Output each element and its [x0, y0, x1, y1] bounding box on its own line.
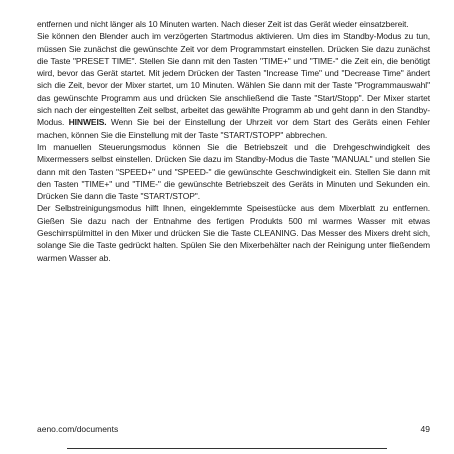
- page-footer: [37, 424, 430, 434]
- paragraph-delayed-start: [37, 30, 430, 141]
- paragraph-delayed-start-note: Wenn Sie bei der Einstellung der Uhrzeit vor dem Start des Geräts einen Fehler machen, können Sie die Einstellung mit der Taste "START/STOPP" abbrechen.: [37, 117, 430, 140]
- footer-divider: [67, 448, 387, 449]
- paragraph-intro: entfernen und nicht länger als 10 Minuten warten. Nach dieser Zeit ist das Gerät wieder einsatzbereit.: [37, 19, 409, 29]
- paragraph-self-cleaning: Der Selbstreinigungsmodus hilft Ihnen, eingeklemmte Speisestücke aus dem Mixerblatt zu entfernen. Gießen Sie dazu nach der Entnahme des fertigen Produkts 500 ml warmes Wasser mit etwas Geschirrspülmittel in den Mixer und drücken Sie die Taste CLEANING. Das Messer des Mixers dreht sich, solange Sie die Taste gedrückt halten. Spülen Sie den Mixerbehälter nach der Reinigung unter fließendem warmen Wasser ab.: [37, 203, 430, 263]
- body-text: [37, 18, 430, 264]
- paragraph-delayed-start-text: Sie können den Blender auch im verzögerten Startmodus aktivieren. Um dies im Standby-Modus zu tun, müssen Sie zunächst die gewünschte Zeit vor dem Programmstart einstellen. Drücken Sie dazu zunächst die Taste "PRESET TIME". Stellen Sie dann mit den Tasten "TIME+" und "TIME-" die Zeit ein, die benötigt wird, bevor das Gerät startet. Mit jedem Drücken der Tasten "Increase Time" und "Decrease Time" ändert sich die Zeit, bevor der Mixer startet, um 10 Minuten. Wählen Sie dann mit der Taste "Programmauswahl" das gewünschte Programm aus und drücken Sie anschließend die Taste "Start/Stopp". Der Mixer startet sich nach der eingestellten Zeit selbst, arbeitet das gewählte Programm ab und geht dann in den Standby-Modus.: [37, 31, 430, 128]
- note-label: HINWEIS.: [68, 117, 107, 128]
- page-number: 49: [420, 424, 430, 434]
- footer-url: aeno.com/documents: [37, 424, 119, 434]
- paragraph-manual-mode: Im manuellen Steuerungsmodus können Sie die Betriebszeit und die Drehgeschwindigkeit des Mixermessers selbst einstellen. Drücken Sie dazu im Standby-Modus die Taste "MANUAL" und stellen Sie dann mit den Tasten "SPEED+" und "SPEED-" die gewünschte Geschwindigkeit ein. Stellen Sie dann mit den Tasten "TIME+" und "TIME-" die gewünschte Betriebszeit des Geräts in Minuten und Sekunden ein. Drücken Sie dann die Taste "START/STOP".: [37, 141, 430, 202]
